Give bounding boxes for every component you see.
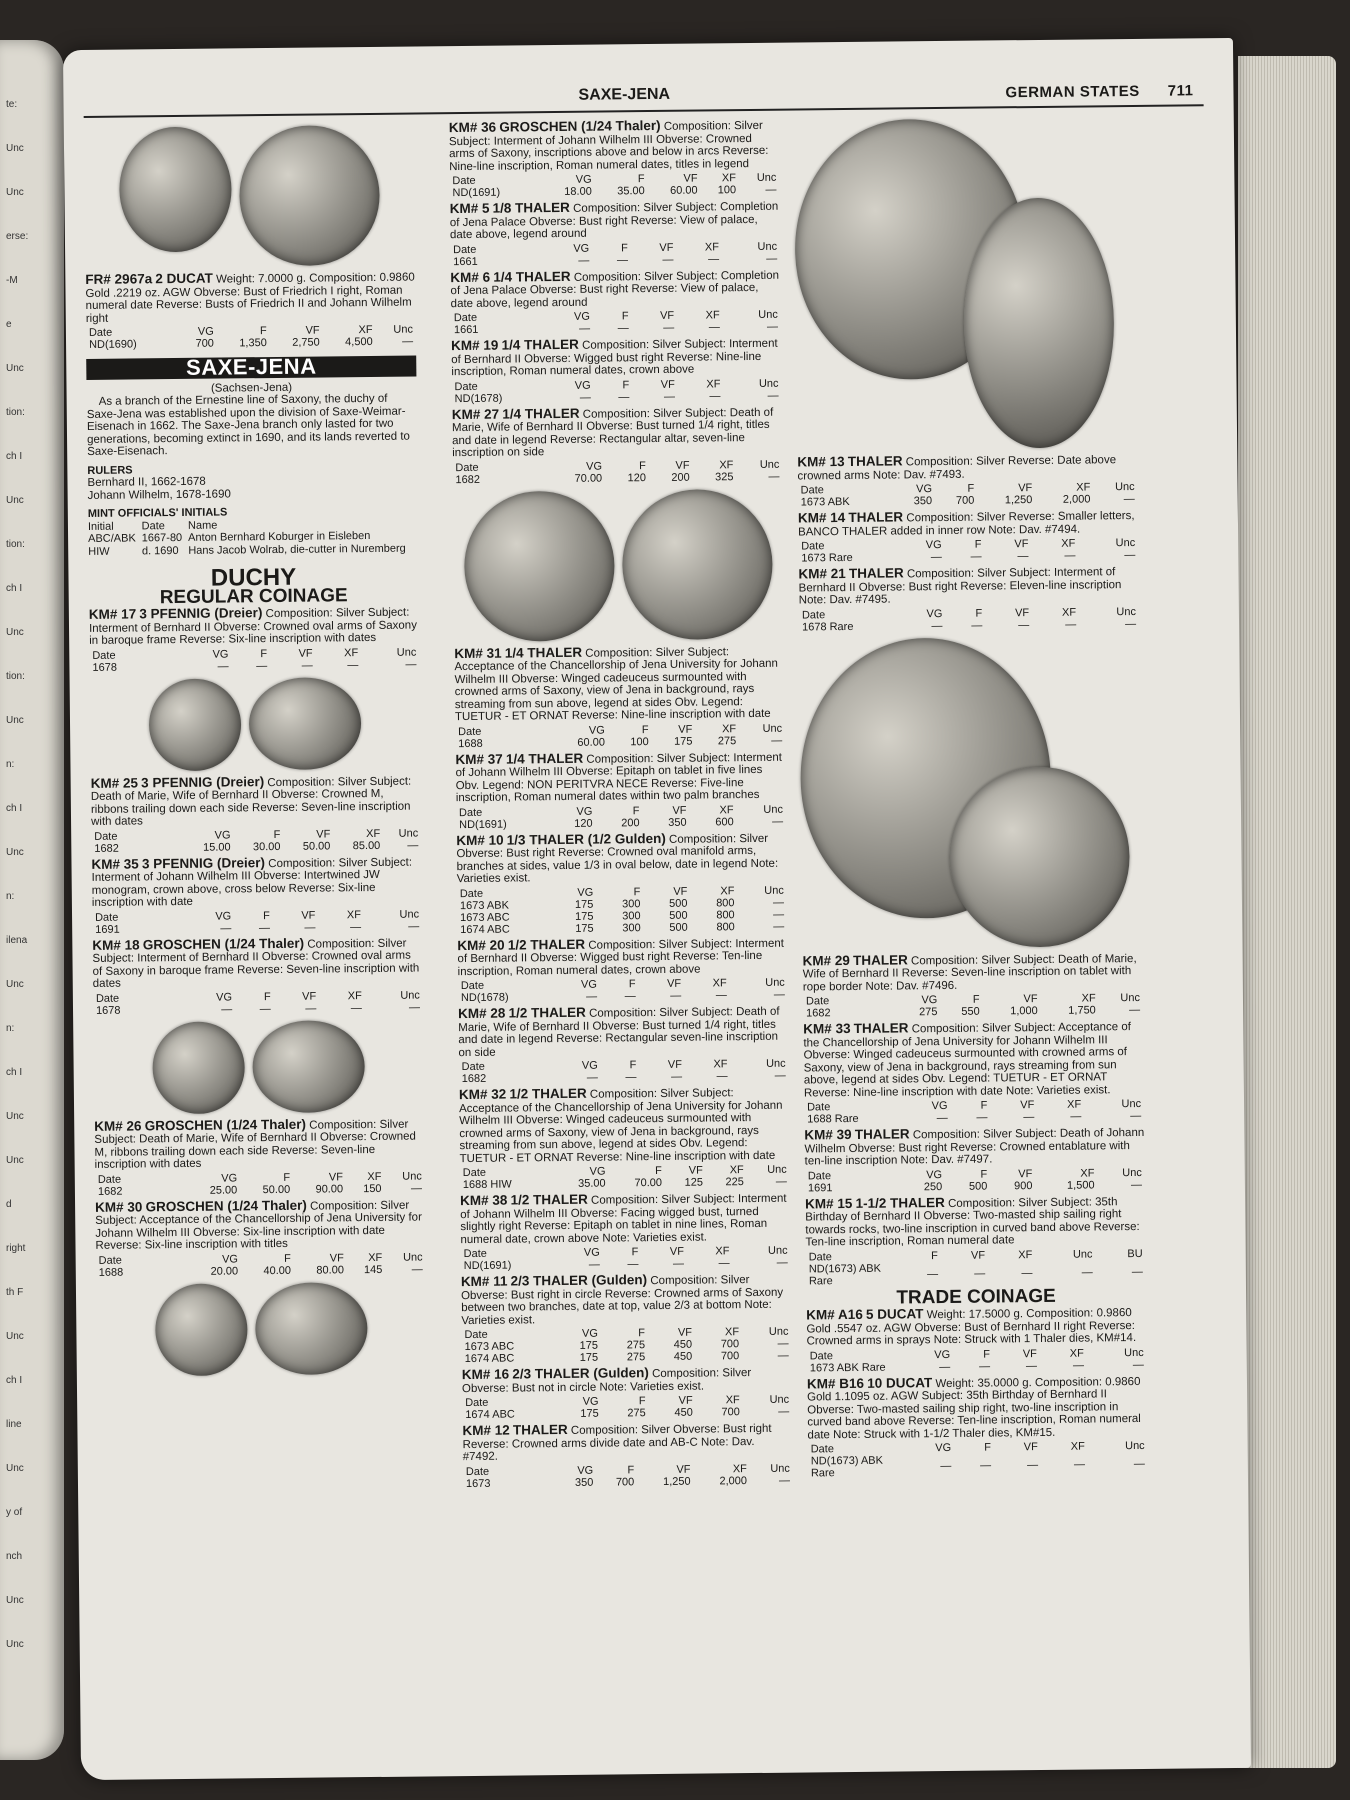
- price-row: ND(1673) ABK Rare — — — — —: [808, 1262, 1143, 1287]
- price-table: Date VG F VF XF Unc 1678 — — — — —: [93, 989, 423, 1016]
- price-row: 1678 — — — — —: [95, 1000, 421, 1017]
- entry-description: Composition: Silver Obverse: Bust right Reverse: Crowned arms divide date and AB-C Note: Dav. #7492.: [462, 1422, 772, 1464]
- left-page-fragment: tion:: [6, 539, 25, 550]
- denomination: 1/4 THALER: [504, 644, 583, 661]
- km-number: KM# 39: [804, 1126, 852, 1143]
- catalog-entry: [456, 831, 787, 935]
- catalog-entry: [450, 200, 781, 268]
- catalog-entry: [458, 1005, 789, 1085]
- price-table: Date VG F VF XF Unc 1688 Rare — — — — —: [804, 1098, 1144, 1126]
- coin-photo-reverse: [963, 197, 1116, 449]
- denomination: 1-1/2 THALER: [855, 1194, 945, 1211]
- denomination: 1/4 THALER: [505, 750, 584, 767]
- history-paragraph: As a branch of the Ernestine line of Saxony, the duchy of Saxe-Jena was established upon the division of Saxe-Weimar-Eisenach in 1662. The Saxe-Jena branch only lasted for two generations, becoming extinct in 1690, and its lands reverted to Saxe-Eisenach.: [86, 392, 410, 458]
- catalog-entry: [803, 1020, 1144, 1126]
- price-table: Date VG F VF XF Unc 1678 Rare — — — — —: [799, 605, 1139, 633]
- ruler-line: Johann Wilhelm, 1678-1690: [87, 487, 231, 502]
- left-page-fragment: Unc: [6, 715, 24, 726]
- coin-photo-pair: [453, 488, 785, 641]
- km-number: KM# 36: [448, 119, 497, 136]
- left-page-fragment: right: [6, 1243, 26, 1254]
- entry-description: Composition: Silver Subject: Interment of Johann Wilhelm III Obverse: Epitaph on tablet in five lines Obv. Legend: NON PERITVRA NECE Reverse: Five-line inscription, Roman numeral dates within two palm branches: [455, 751, 783, 805]
- entry-description: Composition: Silver Subject: Acceptance of the Chancellorship of Jena University for Johann Wilhelm III Obverse: Winged cadeuceus surmounted with crowned arms of Saxony, view of Jena in background, rays streaming from sun above, legend at sides Obv. Legend: TUETUR - ET ORNAT Reverse: Nine-line inscription with date: [459, 1087, 783, 1165]
- coin-photo-obverse: [119, 126, 232, 252]
- entry-description: Composition: Silver Subject: Acceptance of the Chancellorship of Jena University for Johann Wilhelm III Obverse: Six-line inscription with date Reverse: Six-line inscription with titles: [95, 1199, 422, 1252]
- price-table: Date F VF XF Unc BU ND(1673) ABK Rare — — — — —: [806, 1247, 1146, 1287]
- price-row: ND(1673) ABK Rare — — — — —: [810, 1454, 1145, 1480]
- price-row: 1688 20.00 40.00 80.00 145 —: [98, 1262, 423, 1279]
- denomination: 1/4 THALER: [502, 405, 580, 422]
- entry-description: Composition: Silver Subject: Interment of Bernhard II Obverse: Wigged bust right Reverse: Ten-line inscription, Roman numeral dates, crown above: [457, 937, 784, 978]
- catalog-entry: [461, 1273, 792, 1365]
- price-row: 1673 ABK Rare — — — — —: [809, 1358, 1144, 1374]
- entry-description: Composition: Silver Subject: Interment of Bernhard II Obverse: Wigged bust right Reverse: Nine-line inscription, Roman numeral dates, crown above: [451, 337, 778, 379]
- price-table: Date VG F VF XF Unc 1688 60.00 100 175 275 —: [455, 722, 785, 749]
- denomination: THALER: [852, 951, 908, 968]
- price-row: 1682 275 550 1,000 1,750 —: [806, 1003, 1141, 1020]
- entry-description: Composition: Silver Obverse: Bust not in circle Note: Varieties exist.: [461, 1367, 752, 1395]
- state-banner: SAXE-JENA: [86, 355, 416, 379]
- km-number: KM# 27: [451, 406, 500, 422]
- entry-description: Composition: Silver Subject: Interment of Bernhard II Obverse: Crowned oval arms of Saxony in baroque frame Reverse: Six-line inscription with dates: [88, 606, 417, 647]
- catalog-entry: [804, 1126, 1145, 1194]
- left-page-fragment: y of: [6, 1507, 23, 1518]
- running-title: SAXE-JENA: [578, 85, 671, 104]
- km-number: KM# 28: [458, 1005, 506, 1022]
- price-table: Date VG F VF XF Unc 1661 — — — — —: [450, 240, 780, 267]
- km-number: KM# 38: [459, 1192, 508, 1209]
- entry-description: Composition: Silver Reverse: Smaller letters, BANCO THALER added in inner row Note: Dav. #7494.: [797, 509, 1135, 539]
- left-page-fragment: ch I: [6, 1375, 23, 1386]
- left-page-fragment: n:: [6, 759, 15, 770]
- denomination: THALER: [854, 1126, 910, 1142]
- price-row: ND(1691) 120 200 350 600 —: [459, 815, 784, 831]
- entry-description: Composition: Silver Obverse: Bust right Reverse: Crowned oval manifold arms, branches at sides, value 1/3 in oval below, date in legend Note: Varieties exist.: [456, 832, 779, 886]
- entry-description: Composition: Silver Subject: Acceptance of the Chancellorship of Jena University for Johann Wilhelm III Obverse: Winged cadeuceus surmounted with crowned arms of Saxony, view of Jena in background, rays streaming from sun above, legend at sides Obv. Legend: TUETUR - ET ORNAT Reverse: Nine-line inscription with date Note: Varieties exist.: [803, 1021, 1132, 1099]
- regular-coinage-heading: REGULAR COINAGE: [159, 584, 348, 608]
- km-number: KM# 5: [449, 200, 490, 217]
- entry-description: Composition: Silver Subject: Death of Marie, Wife of Bernhard II Obverse: Bust turned 1/4 right, titles and date in legend Reverse: Rectangular altar, seven-line inscription on side: [451, 406, 774, 460]
- km-number: KM# 35: [91, 855, 139, 872]
- left-page-fragment: Unc: [6, 1639, 24, 1650]
- denomination: 1/2 THALER: [507, 936, 586, 953]
- km-number: KM# 31: [454, 645, 502, 661]
- catalog-entry: [806, 1306, 1147, 1374]
- coin-photo-obverse: [155, 1283, 248, 1376]
- price-row: 1674 ABC 175 300 500 800 —: [460, 920, 785, 936]
- catalog-entry: [462, 1366, 793, 1421]
- column-3: [794, 111, 1148, 1482]
- entry-description: Composition: Silver Subject: Death of Marie, Wife of Bernhard II Obverse: Crowned M, ribbons trailing down each side Reverse: Seven-line inscription with dates: [90, 775, 412, 828]
- entry-description: Composition: Silver Subject: 35th Birthday of Bernhard II Obverse: Two-masted ship sailing right towards rocks, two-line inscription in curved band above Reverse: Ten-line inscription, Roman numeral date: [805, 1195, 1140, 1249]
- entry-description: Composition: Silver Subject: Interment of Johann Wilhelm III Obverse: Crowned arms of Saxony, inscriptions above and below in arcs Reverse: Nine-line inscription, Roman numeral dates, titles in legend: [448, 119, 769, 173]
- entry-description: Composition: Silver Subject: Interment of Bernhard II Obverse: Bust right Reverse: Eleven-line inscription Note: Dav. #7495.: [798, 566, 1122, 607]
- denomination: GROSCHEN (1/24 Thaler): [499, 117, 661, 135]
- coin-photo-reverse: [255, 1282, 368, 1375]
- denomination: 1/2 THALER: [509, 1085, 587, 1102]
- price-row: 1682 25.00 50.00 90.00 150 —: [97, 1181, 422, 1198]
- coin-photo-obverse: [152, 1021, 245, 1114]
- price-table: Date VG F VF XF Unc ND(1691) — — — — —: [461, 1245, 791, 1272]
- coin-photo-obverse: [149, 678, 242, 771]
- km-number: KM# 37: [455, 751, 503, 767]
- denomination: 1/2 THALER: [508, 1004, 586, 1021]
- price-table: Date VG F VF XF Unc ND(1690) 700 1,350 2,750 4,500 —: [86, 323, 416, 350]
- price-table: Date VG F VF XF Unc ND(1691) 18.00 35.00 60.00 100 —: [449, 172, 779, 199]
- price-row: 1682 — — — — —: [461, 1069, 786, 1086]
- price-table: Date VG F VF XF Unc 1682 275 550 1,000 1,750 —: [803, 992, 1143, 1020]
- entry-description: Composition: Silver Subject: Death of Johann Wilhelm Obverse: Bust right Reverse: Crowned entablature with ten-line inscription Note: Dav. #7497.: [804, 1126, 1145, 1168]
- catalog-entry: [455, 750, 786, 830]
- price-row: 1661 — — — — —: [453, 252, 778, 268]
- price-row: 1682 70.00 120 200 325 —: [455, 470, 780, 486]
- denomination: GROSCHEN (1/24 Thaler): [144, 1116, 307, 1133]
- entry-description: Composition: Silver Subject: Completion of Jena Palace Obverse: Bust right Reverse: View of palace, date above, legend around: [450, 269, 780, 310]
- km-number: KM# 16: [461, 1366, 510, 1383]
- denomination: 10 DUCAT: [867, 1374, 933, 1391]
- catalog-entry: [95, 1198, 426, 1278]
- denomination: THALER: [848, 509, 904, 525]
- left-page-fragment: Unc: [6, 1111, 24, 1122]
- catalog-entry: [459, 1086, 790, 1191]
- price-row: 1661 — — — — —: [453, 320, 778, 337]
- left-page-fragment: line: [6, 1419, 22, 1430]
- entry-description: Weight: 35.0000 g. Composition: 0.9860 Gold 1.1095 oz. AGW Subject: 35th Birthday of Bernhard II Obverse: Two-masted sailing ship right, two-line inscription in curved band above Reverse: Ten-line inscription, Roman numeral date Note: Struck with 1-1/2 Thaler dies, KM#15.: [807, 1375, 1141, 1441]
- catalog-entry: [89, 605, 420, 673]
- catalog-entry: [450, 268, 781, 336]
- entry-description: Composition: Silver Subject: Interment of Johann Wilhelm III Obverse: Facing wigged bust, turned slightly right Reverse: Epitaph on tablet in nine lines, Roman numeral date, crown above Note: Varieties exist.: [460, 1192, 787, 1246]
- left-page-fragment: ch I: [6, 583, 23, 594]
- denomination: 1/3 THALER (1/2 Gulden): [506, 830, 666, 848]
- denomination: 1/2 THALER: [510, 1191, 588, 1208]
- entry-description: Composition: Silver Subject: Acceptance of the Chancellorship of Jena University for Johann Wilhelm III Obverse: Winged cadeuceus surmounted with crowned arms of Saxony, view of Jena in background, rays streaming from sun above, legend at sides Obv. Legend: TUETUR - ET ORNAT Reverse: Nine-line inscription with date: [454, 645, 778, 724]
- km-number: KM# 20: [457, 937, 505, 953]
- state-subtitle: (Sachsen-Jena): [210, 381, 293, 395]
- denomination: 3 PFENNIG (Dreier): [141, 854, 266, 871]
- price-table: Date VG F VF XF Unc 1688 HIW 35.00 70.00 125 225 —: [460, 1164, 790, 1191]
- left-page-fragment: ilena: [6, 935, 28, 946]
- catalog-entry: [454, 644, 785, 749]
- entry-description: Composition: Silver Subject: Interment of Johann Wilhelm III Obverse: Intertwined JW monogram, crown above, cross below Reverse: Six-line inscription with date: [91, 856, 413, 909]
- denomination: 3 PFENNIG (Dreier): [141, 773, 265, 790]
- price-table: Date VG F VF XF Unc 1691 250 500 900 1,500 —: [805, 1166, 1145, 1194]
- left-page-fragment: Unc: [6, 187, 24, 198]
- denomination: 3 PFENNIG (Dreier): [139, 605, 263, 622]
- catalog-entry: [807, 1374, 1148, 1479]
- left-page-fragment: ch I: [6, 1067, 23, 1078]
- left-page-fragment: ch I: [6, 451, 23, 462]
- denomination: 1/8 THALER: [492, 199, 570, 216]
- price-row: 1673 ABC 175 275 450 700 —: [464, 1337, 789, 1354]
- price-table: Date VG F VF XF Unc 1682 70.00 120 200 325 —: [452, 458, 782, 485]
- left-page-fragment: d: [6, 1199, 12, 1210]
- denomination: 1/4 THALER: [501, 336, 579, 353]
- coin-photo-obverse: [464, 490, 616, 642]
- mint-heading: MINT OFFICIALS' INITIALS: [87, 506, 228, 520]
- left-page-fragment: Unc: [6, 1155, 24, 1166]
- price-table: Date VG F VF XF Unc 1682 15.00 30.00 50.00 85.00 —: [91, 827, 421, 854]
- catalog-page: [63, 38, 1251, 1780]
- price-row: 1673 ABC 175 300 500 800 —: [460, 908, 785, 924]
- price-row: 1688 HIW 35.00 70.00 125 225 —: [462, 1175, 787, 1192]
- left-page-fragment: Unc: [6, 847, 24, 858]
- coin-photo-pair: [799, 635, 1142, 949]
- column-1: [84, 119, 427, 1383]
- coin-photo-pair: [84, 125, 415, 268]
- catalog-entry: [802, 951, 1143, 1019]
- coin-photo-pair: [93, 1019, 424, 1114]
- price-table: Date VG F VF XF Unc 1674 ABC 175 275 450 700 —: [462, 1394, 792, 1421]
- price-table: Date VG F VF XF Unc 1673 ABC 175 275 450 700 — 1674 ABC 175 275 450 700 —: [461, 1326, 791, 1365]
- section-title: GERMAN STATES: [1005, 82, 1140, 102]
- entry-description: Composition: Silver Subject: Death of Marie, Wife of Bernhard II Reverse: Seven-line inscription on tablet with rope border Note: Dav. #7496.: [802, 952, 1137, 993]
- price-table: Date VG F VF XF Unc ND(1678) — — — — —: [451, 377, 781, 404]
- left-page-fragment: Unc: [6, 363, 24, 374]
- catalog-entry: [462, 1422, 793, 1490]
- catalog-entry: [798, 509, 1139, 565]
- trade-coinage-heading: TRADE COINAGE: [896, 1285, 1056, 1309]
- coin-photo-reverse: [622, 488, 774, 640]
- price-row: 1673 ABK 175 300 500 800 —: [459, 896, 784, 912]
- price-table: Date VG F VF XF Unc ND(1673) ABK Rare — — — — —: [808, 1440, 1148, 1480]
- entry-description: Composition: Silver Reverse: Date above crowned arms Note: Dav. #7493.: [797, 454, 1117, 483]
- km-number: KM# 26: [94, 1117, 142, 1134]
- price-row: 1678 — — — — —: [92, 658, 417, 674]
- coin-photo-reverse: [949, 766, 1131, 948]
- km-number: KM# 13: [797, 454, 845, 470]
- km-number: KM# 11: [460, 1273, 508, 1290]
- denomination: 2/3 THALER (Gulden): [512, 1365, 649, 1382]
- left-page-fragment: ch I: [6, 803, 23, 814]
- denomination: 2/3 THALER (Gulden): [510, 1272, 648, 1289]
- coin-photo-reverse: [252, 1020, 365, 1113]
- left-page-edge: [0, 40, 64, 1760]
- catalog-entry: [452, 405, 783, 485]
- left-page-fragment: n:: [6, 891, 15, 902]
- denomination: THALER: [512, 1421, 568, 1438]
- price-table: Date VG F VF XF Unc 1673 ABK Rare — — — — —: [807, 1346, 1147, 1374]
- km-number: KM# 29: [802, 952, 850, 968]
- price-table: Date VG F VF XF Unc ND(1678) — — — — —: [458, 977, 788, 1004]
- catalog-entry: [457, 936, 788, 1004]
- denomination: THALER: [847, 453, 903, 469]
- left-page-fragment: nch: [6, 1551, 23, 1562]
- price-row: 1691 250 500 900 1,500 —: [807, 1178, 1142, 1194]
- price-table: Date VG F VF XF Unc 1673 ABK 175 300 500 800 — 1673 ABC 175 300 500 800 — 1674 ABC 175 300 500 800 —: [457, 884, 787, 935]
- column-2: [449, 115, 793, 1493]
- left-page-fragment: n:: [6, 1023, 15, 1034]
- price-table: Date VG F VF XF Unc 1673 ABK 350 700 1,250 2,000 —: [798, 481, 1138, 509]
- price-row: 1674 ABC 175 275 450 700 —: [465, 1405, 790, 1422]
- catalog-entry: [460, 1192, 791, 1272]
- left-page-fragment: Unc: [6, 143, 24, 154]
- price-table: Date VG F VF XF Unc 1661 — — — — —: [451, 309, 781, 336]
- price-row: 1691 — — — — —: [95, 919, 420, 936]
- catalog-entry: [805, 1194, 1146, 1287]
- km-number: KM# 12: [462, 1422, 510, 1439]
- km-number: KM# 17: [88, 606, 137, 622]
- left-page-fragment: Unc: [6, 1463, 24, 1474]
- price-row: ND(1691) — — — — —: [463, 1256, 788, 1273]
- price-row: 1688 Rare — — — — —: [807, 1109, 1142, 1126]
- km-number: KM# A16: [806, 1306, 863, 1323]
- price-table: Date VG F VF XF Unc 1673 Rare — — — — —: [798, 537, 1138, 565]
- catalog-entry: [91, 855, 422, 935]
- coin-photo-pair: [794, 117, 1137, 451]
- entry-description: Composition: Silver Subject: Interment of Bernhard II Obverse: Crowned oval arms of Saxony in baroque frame Reverse: Seven-line inscription with dates: [92, 937, 420, 990]
- km-number: KM# 10: [456, 832, 504, 848]
- catalog-entry: [92, 936, 423, 1016]
- catalog-entry: [91, 774, 422, 854]
- km-number: KM# 25: [90, 774, 139, 791]
- left-page-fragment: tion:: [6, 671, 25, 682]
- price-row: ND(1691) 18.00 35.00 60.00 100 —: [452, 183, 777, 200]
- km-number: KM# 14: [797, 510, 846, 526]
- entry-description: Weight: 17.5000 g. Composition: 0.9860 Gold .5547 oz. AGW Obverse: Bust of Bernhard II right Reverse: Crowned arms in sprays Note: Struck with 1 Thaler dies, KM#14.: [806, 1307, 1137, 1348]
- km-number: KM# 32: [458, 1086, 507, 1103]
- denomination: 5 DUCAT: [865, 1306, 924, 1322]
- km-number: KM# B16: [806, 1375, 865, 1391]
- km-number: KM# 18: [92, 936, 140, 953]
- left-page-fragment: tion:: [6, 407, 25, 418]
- entry-description: Composition: Silver Obverse: Bust right in circle Reverse: Crowned arms of Saxony between two branches, date at top, value 2/3 at bottom Note: Varieties exist.: [460, 1274, 784, 1327]
- price-row: 1673 ABK 350 700 1,250 2,000 —: [800, 492, 1135, 509]
- mint-table: Initial Date Name ABC/ABK 1667-80 Anton Bernhard Koburger in Eisleben HIW d. 1690 Hans Jacob Wolrab, die-cutter in Nuremberg: [87, 519, 406, 558]
- km-number: KM# 21: [798, 566, 846, 582]
- left-page-fragment: erse:: [6, 231, 29, 242]
- km-number: KM# 6: [450, 269, 491, 285]
- page-stack-edge: [1238, 56, 1336, 1768]
- left-page-fragment: e: [6, 319, 12, 330]
- price-row: 1682 15.00 30.00 50.00 85.00 —: [94, 838, 419, 855]
- catalog-entry: FR# 2967a 2 DUCAT Weight: 7.0000 g. Composition: 0.9860 Gold .2219 oz. AGW Obverse: Bust of Friedrich I right, Roman numeral date Reverse: Busts of Friedrich II and Johann Wilhelm right Date VG F VF XF Unc ND(1690) 700 1,350 2,750 4,500 —: [85, 270, 415, 351]
- price-table: Date VG F VF XF Unc 1673 350 700 1,250 2,000 —: [463, 1462, 793, 1489]
- price-table: Date VG F VF XF Unc 1682 25.00 50.00 90.00 150 —: [95, 1170, 425, 1197]
- denomination: GROSCHEN (1/24 Thaler): [145, 1197, 307, 1214]
- denomination: 1/4 THALER: [493, 268, 571, 285]
- left-page-fragment: Unc: [6, 627, 24, 638]
- price-row: 1673 350 700 1,250 2,000 —: [465, 1474, 791, 1490]
- price-row: ND(1678) — — — — —: [454, 389, 779, 405]
- price-row: 1674 ABC 175 275 450 700 —: [464, 1349, 789, 1366]
- price-row: ND(1690) 700 1,350 2,750 4,500 —: [88, 335, 414, 351]
- coin-photo-reverse: [239, 125, 380, 266]
- km-number: KM# 15: [805, 1195, 853, 1211]
- coin-photo-pair: [90, 676, 421, 771]
- entry-description: Composition: Silver Subject: Completion of Jena Palace Obverse: Bust right Reverse: View of palace, date above, legend around: [449, 200, 779, 242]
- duchy-heading: DUCHY: [210, 563, 297, 592]
- price-row: 1673 Rare — — — — —: [801, 548, 1136, 565]
- denomination: THALER: [848, 565, 904, 581]
- price-table: Date VG F VF XF Unc 1688 20.00 40.00 80.00 145 —: [96, 1251, 426, 1278]
- ruler-line: Bernhard II, 1662-1678: [87, 475, 206, 489]
- price-row: ND(1678) — — — — —: [460, 988, 785, 1005]
- coin-photo-reverse: [249, 677, 362, 770]
- catalog-entry: [94, 1117, 425, 1197]
- catalog-entry: [451, 337, 782, 405]
- coin-photo-pair: [96, 1281, 427, 1376]
- catalog-entry: [449, 119, 780, 199]
- left-page-fragment: te:: [6, 99, 18, 110]
- entry-description: Composition: Silver Subject: Death of Marie, Wife of Bernhard II Obverse: Bust turned 1/4 right, titles and date in legend Reverse: Rectangular seven-line inscription on side: [458, 1005, 780, 1059]
- km-number: KM# 30: [95, 1198, 143, 1215]
- price-row: 1678 Rare — — — — —: [801, 617, 1137, 633]
- denomination: THALER: [853, 1020, 909, 1036]
- page-number: 711: [1167, 82, 1194, 100]
- left-page-fragment: th F: [6, 1287, 24, 1298]
- price-table: Date VG F VF XF Unc ND(1691) 120 200 350 600 —: [456, 803, 786, 830]
- price-table: Date VG F VF XF Unc 1678 — — — — —: [89, 646, 419, 673]
- km-number: KM# 33: [803, 1020, 851, 1037]
- denomination: GROSCHEN (1/24 Thaler): [142, 935, 305, 952]
- left-page-fragment: Unc: [6, 495, 24, 506]
- catalog-entry: [797, 453, 1138, 509]
- left-page-fragment: Unc: [6, 1595, 24, 1606]
- catalog-entry: [798, 565, 1139, 633]
- price-table: Date VG F VF XF Unc 1691 — — — — —: [92, 908, 422, 935]
- left-page-fragment: Unc: [6, 1331, 24, 1342]
- left-page-fragment: -M: [6, 275, 18, 286]
- price-row: 1688 60.00 100 175 275 —: [458, 734, 783, 750]
- km-number: KM# 19: [451, 337, 499, 354]
- left-page-fragment: Unc: [6, 979, 24, 990]
- price-table: Date VG F VF XF Unc 1682 — — — — —: [459, 1058, 789, 1085]
- entry-description: Composition: Silver Subject: Death of Marie, Wife of Bernhard II Obverse: Crowned M, ribbons trailing down each side Reverse: Seven-line inscription with dates: [94, 1118, 416, 1171]
- rulers-heading: RULERS: [87, 463, 133, 477]
